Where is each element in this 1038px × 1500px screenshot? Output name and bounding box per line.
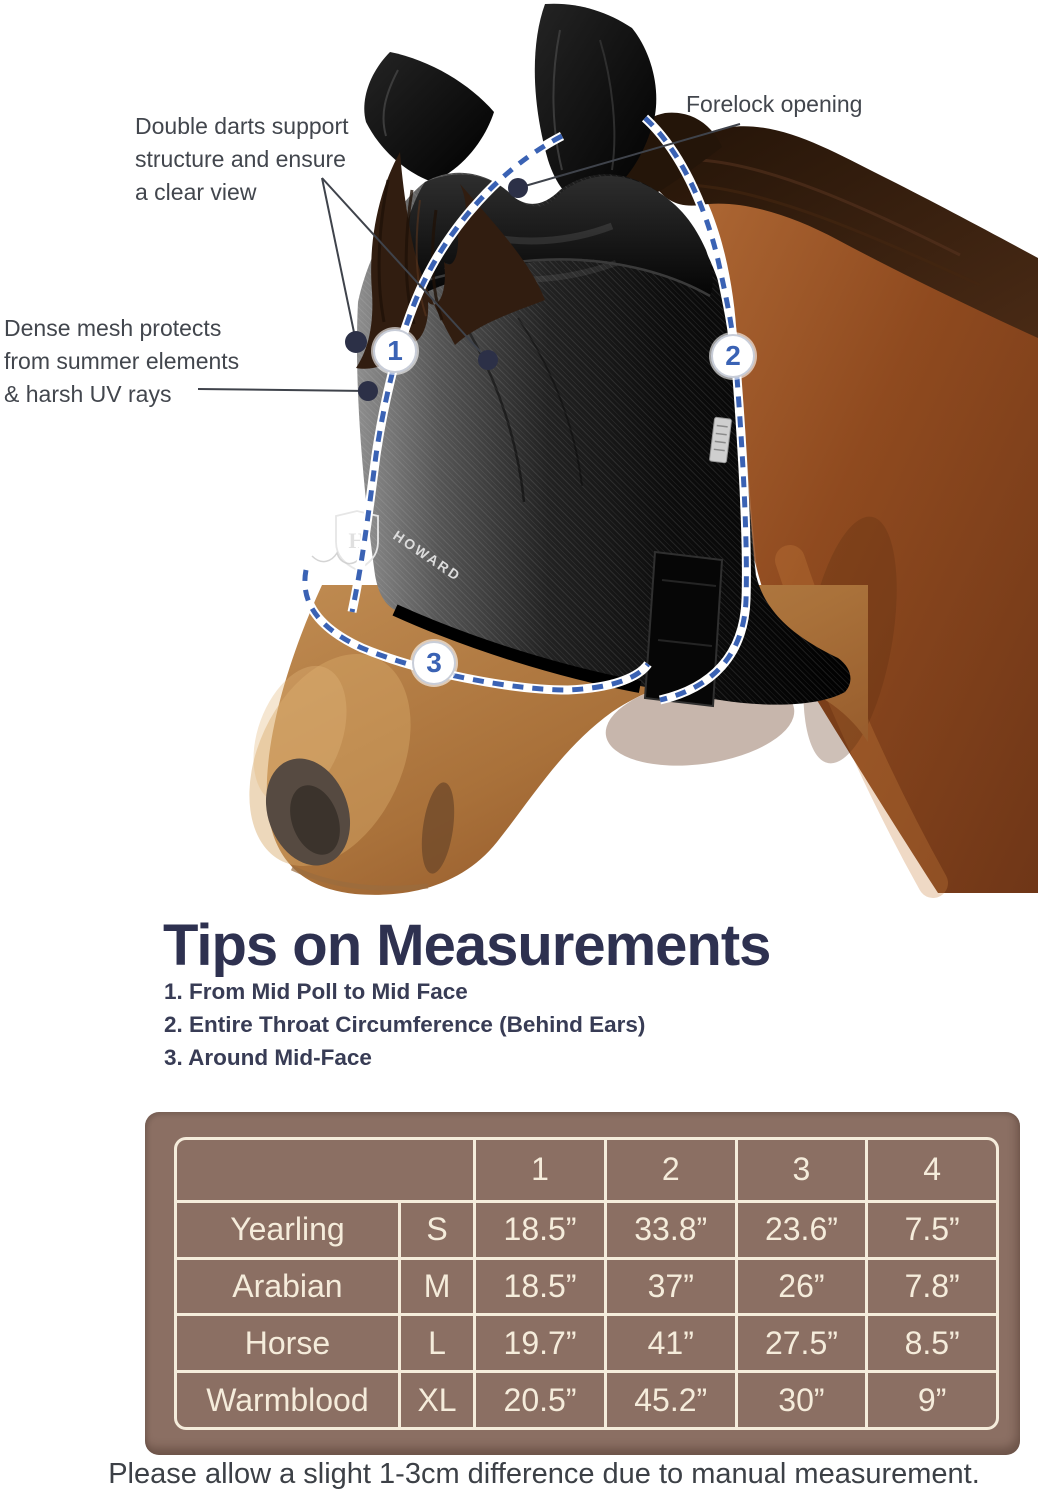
row-value: 20.5” — [476, 1373, 604, 1427]
row-size: XL — [401, 1373, 473, 1427]
row-value: 18.5” — [476, 1203, 604, 1257]
size-chart-panel — [145, 1112, 1020, 1455]
table-header-blank — [177, 1140, 473, 1200]
row-value: 19.7” — [476, 1316, 604, 1370]
measure-badge-2: 2 — [711, 334, 755, 378]
annotation-double-darts — [135, 110, 393, 209]
row-value: 23.6” — [738, 1203, 866, 1257]
annotation-line: from summer elements — [4, 348, 240, 374]
annotation-forelock: Forelock opening — [686, 91, 863, 117]
tips-title: Tips on Measurements — [163, 913, 771, 978]
size-table — [174, 1137, 999, 1430]
annotation-line: Double darts support — [135, 113, 349, 139]
logo-brand-text: HOWARD — [390, 527, 465, 585]
row-value: 37” — [607, 1260, 735, 1314]
annotation-dense-mesh — [4, 312, 272, 411]
row-value: 18.5” — [476, 1260, 604, 1314]
row-name: Yearling — [177, 1203, 398, 1257]
row-value: 33.8” — [607, 1203, 735, 1257]
table-header-col3: 3 — [738, 1140, 866, 1200]
row-value: 30” — [738, 1373, 866, 1427]
tips-item-3: 3. Around Mid-Face — [164, 1045, 372, 1070]
row-value: 7.5” — [868, 1203, 996, 1257]
tips-list — [164, 975, 645, 1074]
annotation-line: a clear view — [135, 179, 257, 205]
table-header-col4: 4 — [868, 1140, 996, 1200]
table-header-col1: 1 — [476, 1140, 604, 1200]
logo-monogram: H — [348, 528, 366, 553]
row-name: Arabian — [177, 1260, 398, 1314]
row-size: M — [401, 1260, 473, 1314]
row-name: Warmblood — [177, 1373, 398, 1427]
row-size: L — [401, 1316, 473, 1370]
row-value: 41” — [607, 1316, 735, 1370]
row-value: 27.5” — [738, 1316, 866, 1370]
annotation-line: structure and ensure — [135, 146, 346, 172]
measurement-note: Please allow a slight 1-3cm difference due to manual measurement. — [108, 1458, 980, 1490]
tips-item-2: 2. Entire Throat Circumference (Behind Ears) — [164, 1012, 646, 1037]
velcro-strap — [645, 552, 722, 706]
row-name: Horse — [177, 1316, 398, 1370]
measure-badge-3: 3 — [412, 641, 456, 685]
row-value: 8.5” — [868, 1316, 996, 1370]
row-value: 45.2” — [607, 1373, 735, 1427]
row-value: 26” — [738, 1260, 866, 1314]
measure-badge-1: 1 — [373, 329, 417, 373]
tips-item-1: 1. From Mid Poll to Mid Face — [164, 979, 468, 1004]
row-value: 7.8” — [868, 1260, 996, 1314]
annotation-line: & harsh UV rays — [4, 381, 172, 407]
annotation-line: Dense mesh protects — [4, 315, 222, 341]
row-size: S — [401, 1203, 473, 1257]
table-header-col2: 2 — [607, 1140, 735, 1200]
row-value: 9” — [868, 1373, 996, 1427]
